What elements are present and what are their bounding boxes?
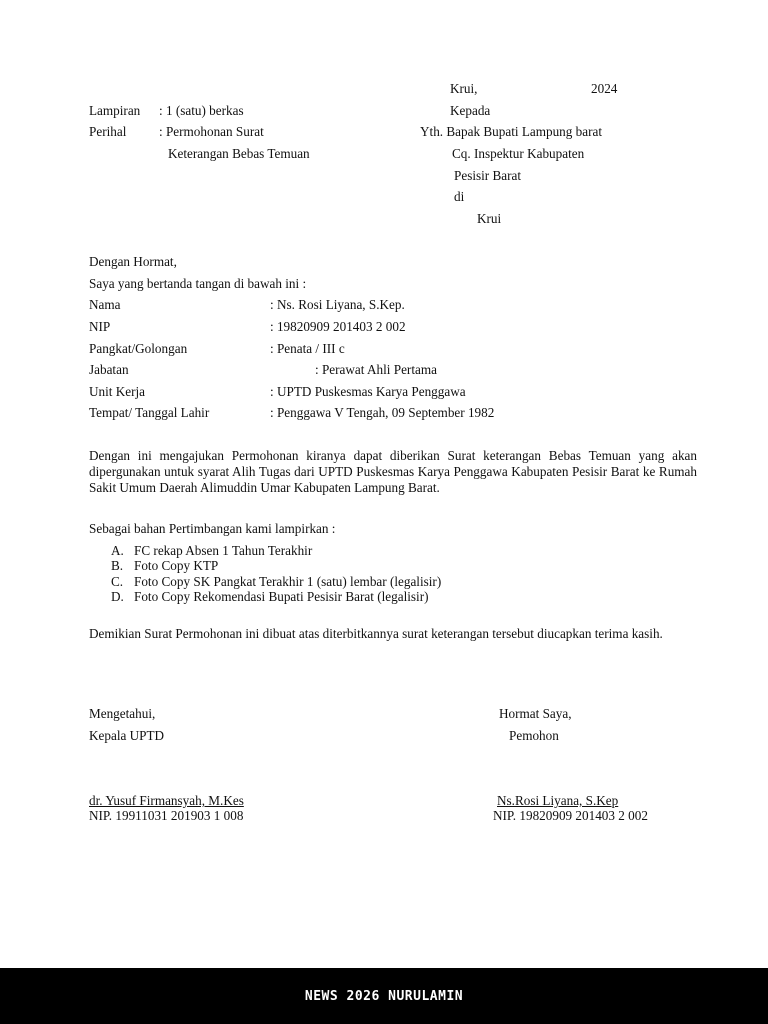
- list-item-text: Foto Copy Rekomendasi Bupati Pesisir Barat (legalisir): [134, 589, 429, 605]
- identity-value-jabatan: : Perawat Ahli Pertama: [315, 362, 437, 377]
- list-marker: A.: [111, 543, 124, 558]
- footer-caption-bar: [0, 968, 768, 1024]
- identity-value-nip: : 19820909 201403 2 002: [270, 319, 406, 334]
- recipient-line-2: Cq. Inspektur Kabupaten: [452, 146, 585, 161]
- perihal-label: Perihal: [89, 124, 127, 139]
- recipient-line-1: Yth. Bapak Bupati Lampung barat: [420, 124, 603, 139]
- list-item: [111, 558, 441, 573]
- identity-value-nama: : Ns. Rosi Liyana, S.Kep.: [270, 297, 405, 312]
- list-item-text: FC rekap Absen 1 Tahun Terakhir: [134, 543, 313, 558]
- closing-paragraph: Demikian Surat Permohonan ini dibuat atas diterbitkannya surat keterangan tersebut diucapkan terima kasih.: [89, 626, 663, 641]
- left-signature-title-1: Mengetahui,: [89, 706, 156, 721]
- attachments-intro: Sebagai bahan Pertimbangan kami lampirkan :: [89, 521, 336, 536]
- identity-value-pangkat: : Penata / III c: [270, 341, 345, 356]
- letter-year: 2024: [591, 81, 618, 96]
- request-paragraph: Dengan ini mengajukan Permohonan kiranya dapat diberikan Surat keterangan Bebas Temuan yang akan dipergunakan untuk syarat Alih Tugas dari UPTD Puskesmas Karya Penggawa Kabupaten Pesisir Barat ke Rumah Sakit Umum Daerah Alimuddin Umar Kabupaten Lampung Barat.: [89, 448, 697, 495]
- place-date: Krui,: [450, 81, 478, 96]
- list-item: [111, 589, 441, 604]
- list-item-text: Foto Copy SK Pangkat Terakhir 1 (satu) lembar (legalisir): [134, 573, 442, 589]
- kepada-label: Kepada: [450, 103, 491, 118]
- left-signatory-name: dr. Yusuf Firmansyah, M.Kes: [89, 793, 244, 808]
- identity-label-nama: Nama: [89, 297, 121, 312]
- list-marker: C.: [111, 573, 124, 589]
- lampiran-value: : 1 (satu) berkas: [159, 103, 244, 118]
- lampiran-label: Lampiran: [89, 103, 141, 118]
- recipient-line-5: Krui: [477, 211, 502, 226]
- identity-label-ttl: Tempat/ Tanggal Lahir: [89, 405, 210, 420]
- left-signature-title-2: Kepala UPTD: [89, 728, 165, 743]
- right-signature-title-2: Pemohon: [509, 728, 559, 743]
- right-signatory-nip: NIP. 19820909 201403 2 002: [493, 808, 648, 823]
- identity-value-ttl: : Penggawa V Tengah, 09 September 1982: [270, 405, 495, 420]
- list-marker: B.: [111, 558, 124, 574]
- recipient-line-4: di: [454, 189, 465, 204]
- intro-line: Saya yang bertanda tangan di bawah ini :: [89, 276, 307, 291]
- list-marker: D.: [111, 589, 124, 605]
- right-signature-title-1: Hormat Saya,: [499, 706, 572, 721]
- left-signatory-nip: NIP. 19911031 201903 1 008: [89, 808, 244, 823]
- identity-value-unit-kerja: : UPTD Puskesmas Karya Penggawa: [270, 384, 466, 399]
- footer-caption: NEWS 2026 NURULAMIN: [304, 988, 464, 1004]
- recipient-line-3: Pesisir Barat: [454, 168, 522, 183]
- identity-label-nip: NIP: [89, 319, 111, 334]
- right-signatory-name: Ns.Rosi Liyana, S.Kep: [497, 793, 619, 808]
- identity-label-unit-kerja: Unit Kerja: [89, 384, 146, 399]
- greeting: Dengan Hormat,: [89, 254, 177, 269]
- identity-label-jabatan: Jabatan: [89, 362, 129, 377]
- perihal-value-line-1: : Permohonan Surat: [159, 124, 264, 139]
- attachments-list: [111, 543, 441, 605]
- list-item: [111, 574, 441, 589]
- perihal-value-line-2: Keterangan Bebas Temuan: [168, 146, 310, 161]
- list-item: [111, 543, 441, 558]
- list-item-text: Foto Copy KTP: [134, 558, 219, 574]
- identity-label-pangkat: Pangkat/Golongan: [89, 341, 188, 356]
